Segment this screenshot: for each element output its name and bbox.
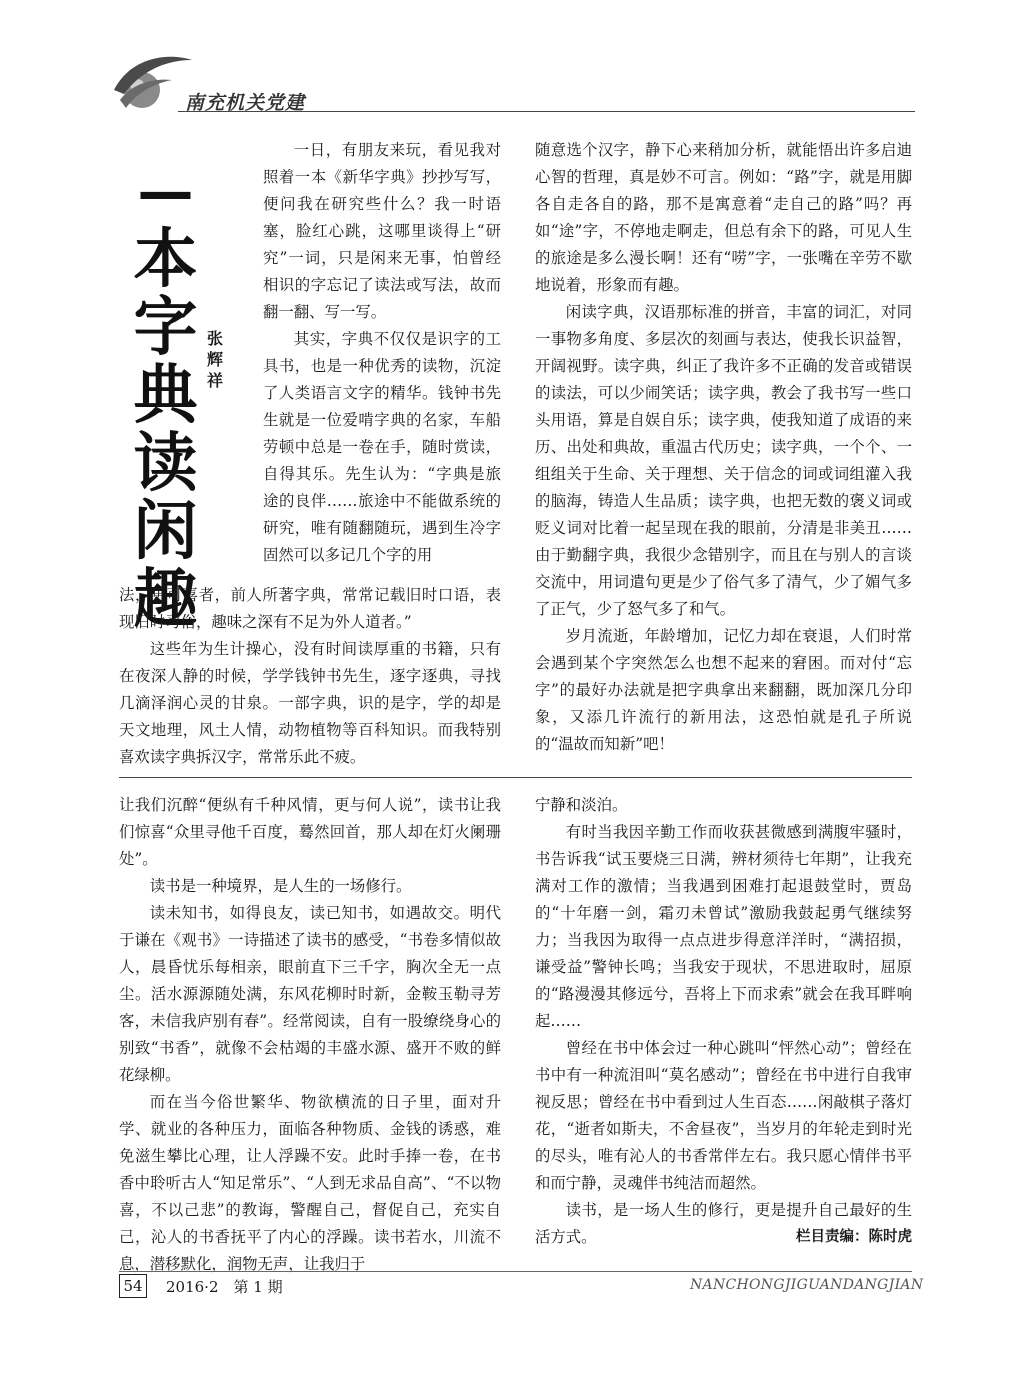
section-divider xyxy=(119,777,912,778)
author-char: 辉 xyxy=(206,350,223,369)
paragraph: 一日，有朋友来玩，看见我对照着一本《新华字典》抄抄写写，便问我在研究些什么？我一时语塞，脸红心跳，这哪里谈得上“研究”一词，只是闲来无事，怕曾经相识的字忘记了读法或写法，故而翻一翻、写一写。 xyxy=(263,141,501,321)
paragraph-last xyxy=(535,1197,912,1251)
paragraph: 其实，字典不仅仅是识字的工具书，也是一种优秀的读物，沉淀了人类语言文字的精华。钱钟书先生就是一位爱啃字典的名家，车船劳顿中总是一卷在手，随时赏读，自得其乐。先生认为：“字典是旅途的良伴……旅途中不能做系统的研究，唯有随翻随玩，遇到生冷字固然可以多记几个字的用 xyxy=(263,330,501,564)
article-column-a-wide xyxy=(119,582,501,771)
article-column-c xyxy=(119,792,501,1278)
article-author xyxy=(203,328,227,391)
article-column-d xyxy=(535,792,912,1251)
title-char: 本 xyxy=(133,223,198,297)
paragraph-continued: 让我们沉醉“便纵有千种风情，更与何人说”，读书让我们惊喜“众里寻他千百度，蓦然回首，那人却在灯火阑珊处”。 xyxy=(119,796,501,868)
paragraph-continued: 法，更可喜者，前人所著字典，常常记载旧时口语，表现旧时习俗，趣味之深有不足为外人道者。” xyxy=(119,586,501,631)
article-column-b xyxy=(535,137,912,758)
title-char: — xyxy=(137,160,194,225)
page-number: 54 xyxy=(119,1274,147,1298)
paragraph: 曾经在书中体会过一种心跳叫“怦然心动”；曾经在书中有一种流泪叫“莫名感动”；曾经在书中进行自我审视反思；曾经在书中看到过人生百态……闲敲棋子落灯花，“逝者如斯夫，不舍昼夜”，当岁月的年轮走到时光的尽头，唯有沁人的书香常伴左右。我只愿心情伴书平和而宁静，灵魂伴书纯洁而超然。 xyxy=(535,1039,912,1192)
paragraph-text: 读书，是一场人生的修行，更是提升自己最好的生活方式。 xyxy=(535,1201,912,1246)
article-column-a-narrow xyxy=(263,137,501,569)
article-title xyxy=(128,160,203,637)
paragraph: 岁月流逝，年龄增加，记忆力却在衰退，人们时常会遇到某个字突然怎么也想不起来的窘困。而对付“忘字”的最好办法就是把字典拿出来翻翻，既加深几分印象，又添几许流行的新用法，这恐怕就是孔子所说的“温故而知新”吧！ xyxy=(535,627,912,753)
author-char: 祥 xyxy=(206,371,223,390)
title-char: 趣 xyxy=(133,563,198,637)
paragraph: 而在当今俗世繁华、物欲横流的日子里，面对升学、就业的各种压力，面临各种物质、金钱的诱惑，难免滋生攀比心理，让人浮躁不安。此时手捧一卷，在书香中聆听古人“知足常乐”、“人到无求品自高”、“不以物喜，不以己悲”的教诲，警醒自己，督促自己，充实自己，沁人的书香抚平了内心的浮躁。读书若水，川流不息，潜移默化，润物无声，让我归于 xyxy=(119,1093,501,1273)
title-char: 典 xyxy=(133,359,198,433)
paragraph: 有时当我因辛勤工作而收获甚微感到满腹牢骚时，书告诉我“试玉要烧三日满，辨材须待七年期”，让我充满对工作的激情；当我遇到困难打起退鼓堂时，贾岛的“十年磨一剑，霜刃未曾试”激励我鼓起勇气继续努力；当我因为取得一点点进步得意洋洋时，“满招损，谦受益”警钟长鸣；当我安于现状，不思进取时，屈原的“路漫漫其修远兮，吾将上下而求索”就会在我耳畔响起…… xyxy=(535,823,912,1030)
paragraph: 读书是一种境界，是人生的一场修行。 xyxy=(149,877,412,895)
paragraph-continued: 随意选个汉字，静下心来稍加分析，就能悟出许多启迪心智的哲理，真是妙不可言。例如：“路”字，就是用脚各自走各自的路，那不是寓意着“走自己的路”吗？再如“途”字，不停地走啊走，但总有余下的路，可见人生的旅途是多么漫长啊！还有“唠”字，一张嘴在辛劳不歇地说着，形象而有趣。 xyxy=(535,141,912,294)
paragraph: 闲读字典，汉语那标准的拼音，丰富的词汇，对同一事物多角度、多层次的刻画与表达，使我长识益智，开阔视野。读字典，纠正了我许多不正确的发音或错误的读法，可以少闹笑话；读字典，教会了我书写一些口头用语，算是自娱自乐；读字典，使我知道了成语的来历、出处和典故，重温古代历史；读字典，一个个、一组组关于生命、关于理想、关于信念的词或词组灌入我的脑海，铸造人生品质；读字典，也把无数的褒义词或贬义词对比着一起呈现在我的眼前，分清是非美丑……由于勤翻字典，我很少念错别字，而且在与别人的言谈交流中，用词遣句更是少了俗气多了清气，少了媚气多了正气，少了怒气多了和气。 xyxy=(535,303,912,618)
issue-info: 2016·2 第 1 期 xyxy=(166,1278,283,1296)
magazine-title: 南充机关党建 xyxy=(185,92,306,114)
column-editor: 栏目责编：陈时虎 xyxy=(796,1229,912,1245)
globe-swoosh-logo-icon xyxy=(112,50,192,112)
journal-pinyin: NANCHONGJIGUANDANGJIAN xyxy=(690,1277,924,1293)
title-char: 字 xyxy=(133,291,198,365)
title-char: 读 xyxy=(133,427,198,501)
paragraph-continued: 宁静和淡泊。 xyxy=(535,796,628,814)
header-rule xyxy=(178,111,915,112)
paragraph: 这些年为生计操心，没有时间读厚重的书籍，只有在夜深人静的时候，学学钱钟书先生，逐字逐典，寻找几滴泽润心灵的甘泉。一部字典，识的是字，学的却是天文地理，风土人情，动物植物等百科知识。而我特别喜欢读字典拆汉字，常常乐此不疲。 xyxy=(119,640,501,766)
paragraph: 读未知书，如得良友，读已知书，如遇故交。明代于谦在《观书》一诗描述了读书的感受，“书卷多情似故人，晨昏忧乐每相亲，眼前直下三千字，胸次全无一点尘。活水源源随处满，东风花柳时时新，金鞍玉勒寻芳客，未信我庐别有春”。经常阅读，自有一股缭绕身心的别致“书香”，就像不会枯竭的丰盛水源、盛开不败的鲜花绿柳。 xyxy=(119,904,501,1084)
author-char: 张 xyxy=(206,329,223,348)
title-char: 闲 xyxy=(133,495,198,569)
footer-rule xyxy=(119,1271,912,1272)
